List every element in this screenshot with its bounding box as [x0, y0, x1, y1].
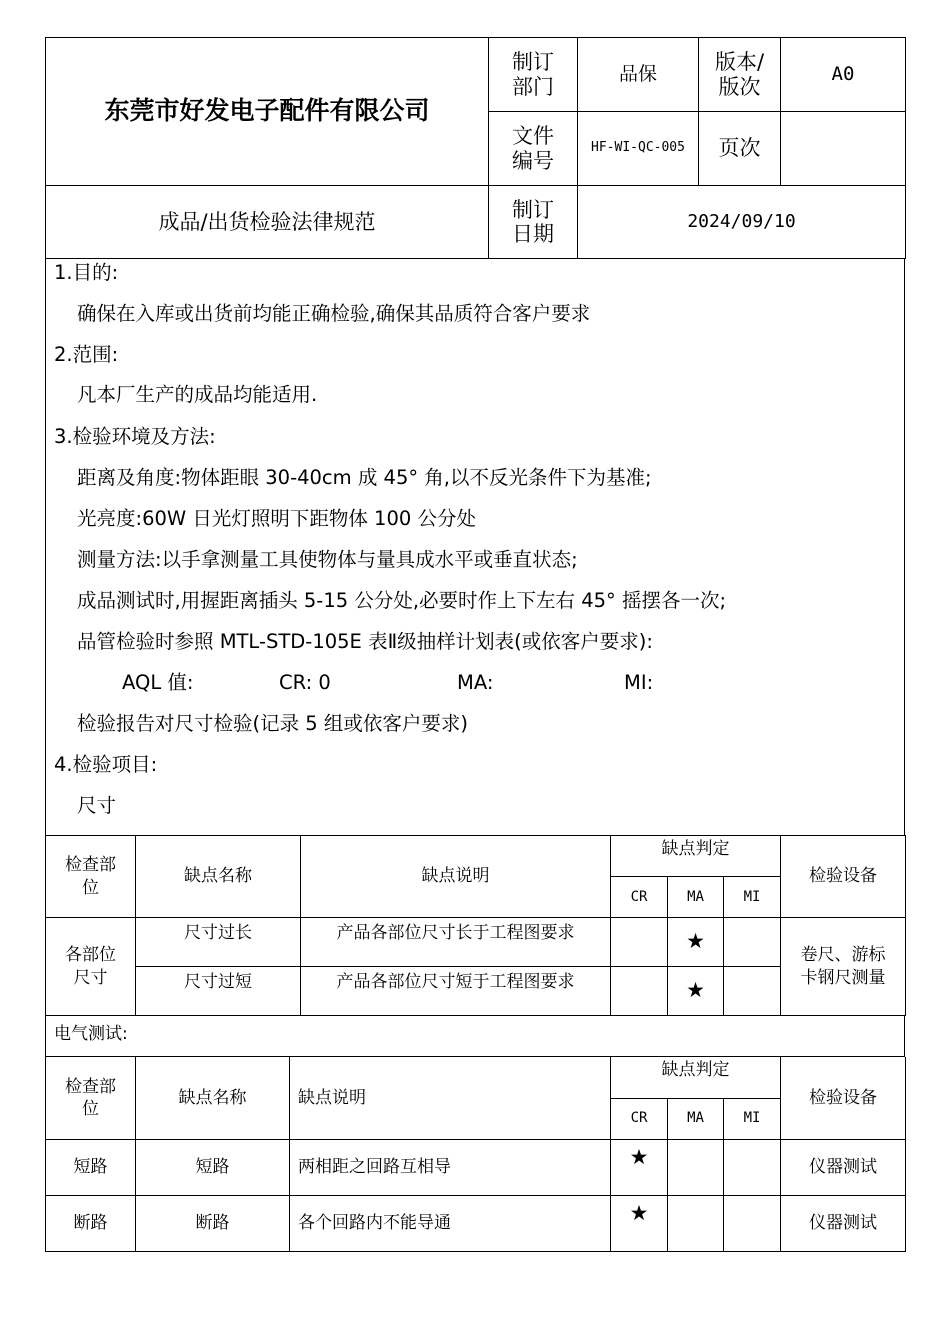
dimension-defect-table: [45, 835, 906, 1016]
row-defect-desc: 各个回路内不能导通: [290, 1195, 611, 1251]
header-mi: MI: [724, 1098, 781, 1139]
row-cr: [611, 918, 668, 967]
row-ma: [668, 1139, 724, 1195]
date-value: 2024/09/10: [578, 186, 906, 259]
row-part: 各部位 尺寸: [46, 918, 136, 1016]
body-section: [45, 259, 905, 835]
header-equipment: 检验设备: [781, 836, 906, 918]
row-defect-name: 尺寸过长: [136, 918, 301, 967]
header-cr: CR: [611, 1098, 668, 1139]
dept-label: 制订 部门: [489, 38, 578, 112]
electrical-defect-table: [45, 1057, 906, 1252]
version-value: A0: [781, 38, 906, 112]
electrical-test-label: 电气测试:: [54, 1024, 128, 1044]
row-mi: [724, 967, 781, 1016]
row-part: 短路: [46, 1139, 136, 1195]
dept-value: 品保: [578, 38, 699, 112]
page-label: 页次: [699, 112, 781, 186]
section-3-title: 3.检验环境及方法:: [54, 425, 216, 448]
row-mi: [724, 918, 781, 967]
row-cr: [611, 967, 668, 1016]
row-defect-desc: 产品各部位尺寸长于工程图要求: [301, 918, 611, 967]
header-cr: CR: [611, 877, 668, 918]
section-2-title: 2.范围:: [54, 343, 119, 366]
row-cr: ★: [611, 1139, 668, 1195]
company-name: 东莞市好发电子配件有限公司: [46, 38, 489, 186]
electrical-test-section: [45, 1016, 905, 1057]
row-defect-name: 断路: [136, 1195, 290, 1251]
row-mi: [724, 1195, 781, 1251]
section-3-line-report: 检验报告对尺寸检验(记录 5 组或依客户要求): [77, 712, 469, 735]
header-judgement: 缺点判定: [611, 1057, 781, 1098]
section-3-line-measure: 测量方法:以手拿测量工具使物体与量具成水平或垂直状态;: [77, 548, 578, 571]
section-4-title: 4.检验项目:: [54, 753, 158, 776]
header-ma: MA: [668, 1098, 724, 1139]
section-3-line-distance: 距离及角度:物体距眼 30-40cm 成 45° 角,以不反光条件下为基准;: [77, 466, 652, 489]
header-defect-desc: 缺点说明: [301, 836, 611, 918]
aql-ma: MA:: [457, 671, 494, 694]
row-defect-name: 短路: [136, 1139, 290, 1195]
aql-cr: CR: 0: [279, 671, 331, 694]
header-table: [45, 37, 906, 259]
page-value: [781, 112, 906, 186]
aql-label: AQL 值:: [122, 671, 194, 694]
header-judgement: 缺点判定: [611, 836, 781, 877]
section-1-text: 确保在入库或出货前均能正确检验,确保其品质符合客户要求: [77, 302, 591, 325]
header-part: 检查部 位: [46, 1057, 136, 1139]
section-3-line-sampling: 品管检验时参照 MTL-STD-105E 表Ⅱ级抽样计划表(或依客户要求):: [77, 630, 653, 653]
row-mi: [724, 1139, 781, 1195]
section-1-title: 1.目的:: [54, 261, 119, 284]
table-row: [46, 967, 906, 1016]
header-ma: MA: [668, 877, 724, 918]
aql-mi: MI:: [624, 671, 654, 694]
row-defect-desc: 两相距之回路互相导: [290, 1139, 611, 1195]
header-mi: MI: [724, 877, 781, 918]
header-part: 检查部 位: [46, 836, 136, 918]
header-defect-name: 缺点名称: [136, 1057, 290, 1139]
row-equipment: 仪器测试: [781, 1195, 906, 1251]
row-defect-desc: 产品各部位尺寸短于工程图要求: [301, 967, 611, 1016]
section-4-subtitle: 尺寸: [77, 794, 117, 817]
date-label: 制订 日期: [489, 186, 578, 259]
row-equipment: 卷尺、游标 卡钢尺测量: [781, 918, 906, 1016]
row-defect-name: 尺寸过短: [136, 967, 301, 1016]
row-ma: ★: [668, 918, 724, 967]
document-page: [45, 37, 905, 1252]
version-label: 版本/ 版次: [699, 38, 781, 112]
section-2-text: 凡本厂生产的成品均能适用.: [77, 383, 318, 406]
document-title: 成品/出货检验法律规范: [46, 186, 489, 259]
section-3-line-brightness: 光亮度:60W 日光灯照明下距物体 100 公分处: [77, 507, 476, 530]
row-equipment: 仪器测试: [781, 1139, 906, 1195]
table-row: [46, 1139, 906, 1195]
row-cr: ★: [611, 1195, 668, 1251]
file-no-label: 文件 编号: [489, 112, 578, 186]
table-row: [46, 1195, 906, 1251]
section-3-line-test: 成品测试时,用握距离插头 5-15 公分处,必要时作上下左右 45° 摇摆各一次;: [77, 589, 727, 612]
aql-line: [46, 671, 904, 695]
row-ma: ★: [668, 967, 724, 1016]
header-equipment: 检验设备: [781, 1057, 906, 1139]
file-no-value: HF-WI-QC-005: [578, 112, 699, 186]
header-defect-desc: 缺点说明: [290, 1057, 611, 1139]
table-row: [46, 918, 906, 967]
row-part: 断路: [46, 1195, 136, 1251]
row-ma: [668, 1195, 724, 1251]
header-defect-name: 缺点名称: [136, 836, 301, 918]
